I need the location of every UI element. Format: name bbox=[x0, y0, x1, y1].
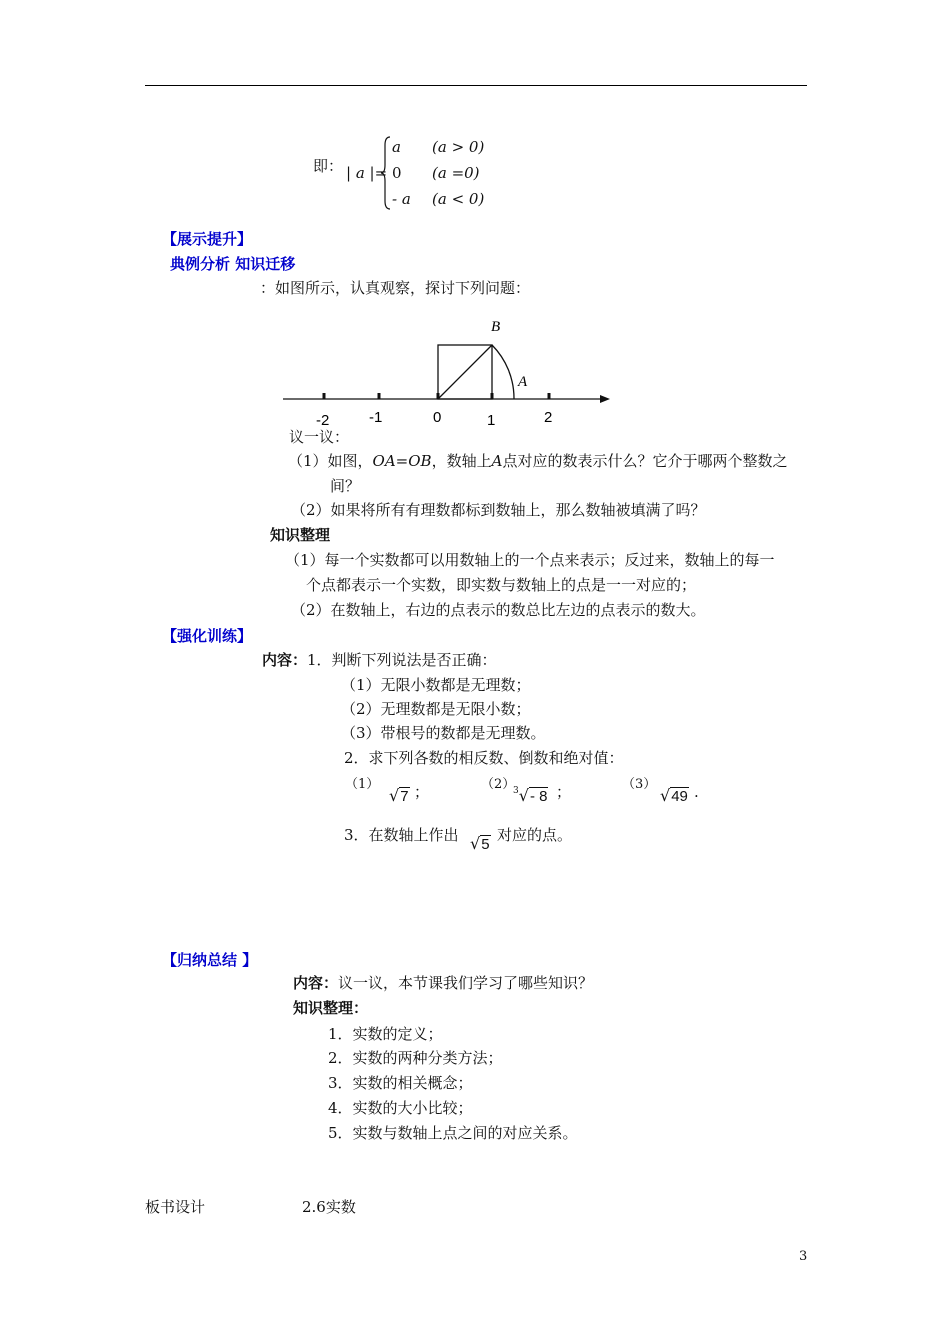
case-condition-3: (a < 0) bbox=[432, 190, 485, 208]
case-value-2: 0 bbox=[392, 164, 402, 182]
board-title: 2.6实数 bbox=[302, 1198, 356, 1216]
case-value-3: - a bbox=[392, 190, 411, 208]
tick-label: 2 bbox=[544, 409, 553, 426]
ex3-label: （3） bbox=[622, 777, 657, 792]
summary-content-label: 内容： bbox=[293, 974, 339, 992]
q1-suffix: 点对应的数表示什么？它介于哪两个整数之 bbox=[502, 452, 788, 470]
discussion-title: 议一议： bbox=[289, 428, 350, 446]
train-item3-post: 对应的点。 bbox=[497, 826, 573, 844]
sqrt-icon: √ bbox=[470, 834, 481, 853]
discussion-q2: （2）如果将所有有理数都标到数轴上，那么数轴被填满了吗？ bbox=[291, 501, 706, 519]
diagonal-OB bbox=[438, 345, 492, 399]
ex3-radical bbox=[660, 786, 689, 805]
discussion-q1-line2: 间？ bbox=[330, 477, 361, 495]
ex2-root-index: 3 bbox=[513, 785, 519, 796]
item3-radical bbox=[470, 834, 491, 853]
train-sub3: （3）带根号的数都是无理数。 bbox=[341, 724, 546, 742]
item3-radicand: 5 bbox=[481, 836, 490, 853]
section-subheading-show: 典例分析 知识迁移 bbox=[170, 255, 296, 273]
train-item3-pre: 3．在数轴上作出 bbox=[344, 826, 459, 844]
section-heading-summary: 【归纳总结 】 bbox=[162, 951, 258, 969]
formula-brace bbox=[380, 135, 392, 211]
train-item2: 2．求下列各数的相反数、倒数和绝对值： bbox=[344, 749, 624, 767]
knowledge-title: 知识整理 bbox=[270, 526, 331, 544]
header-rule bbox=[145, 85, 807, 86]
section-heading-show: 【展示提升】 bbox=[162, 230, 253, 248]
ex3-sep: . bbox=[694, 783, 699, 801]
summary-item: 2．实数的两种分类方法； bbox=[328, 1049, 503, 1067]
number-line-figure bbox=[278, 312, 618, 430]
ex1-sep: ； bbox=[414, 783, 430, 801]
ex1-radicand: 7 bbox=[400, 788, 409, 805]
discussion-q1-line1 bbox=[288, 451, 787, 471]
formula-lhs: | a |= bbox=[346, 164, 388, 182]
ex2-radical bbox=[513, 786, 548, 805]
summary-content-text: 议一议，本节课我们学习了哪些知识？ bbox=[338, 974, 594, 992]
sqrt-icon: √ bbox=[518, 786, 529, 805]
tick-label: 1 bbox=[487, 412, 496, 429]
summary-item: 4．实数的大小比较； bbox=[328, 1099, 473, 1117]
ex2-sep: ； bbox=[556, 783, 572, 801]
q1-equation: OA=OB bbox=[372, 452, 432, 470]
sqrt-icon: √ bbox=[660, 786, 671, 805]
train-item1-text: 1．判断下列说法是否正确： bbox=[307, 651, 497, 669]
axis-arrow-icon bbox=[600, 395, 610, 403]
label-A: A bbox=[518, 374, 528, 390]
case-value-1: a bbox=[392, 138, 401, 156]
knowledge-p2: （2）在数轴上，右边的点表示的数总比左边的点表示的数大。 bbox=[291, 601, 706, 619]
train-sub1: （1）无限小数都是无理数； bbox=[341, 676, 531, 694]
knowledge-p1-line2: 个点都表示一个实数，即实数与数轴上的点是一一对应的； bbox=[306, 576, 697, 594]
q1-point-A: A bbox=[491, 452, 503, 470]
sqrt-icon: √ bbox=[389, 786, 400, 805]
case-condition-1: (a > 0) bbox=[432, 138, 485, 156]
tick-label: -2 bbox=[316, 412, 330, 429]
q1-mid: ，数轴上 bbox=[431, 452, 492, 470]
ex2-label: （2） bbox=[481, 777, 516, 792]
arc-BA bbox=[492, 345, 514, 399]
label-B: B bbox=[491, 319, 501, 335]
ex1-label: （1） bbox=[345, 777, 380, 792]
summary-item: 1．实数的定义； bbox=[328, 1025, 443, 1043]
knowledge-p1-line1: （1）每一个实数都可以用数轴上的一个点来表示；反过来，数轴上的每一 bbox=[285, 551, 775, 569]
train-sub2: （2）无理数都是无限小数； bbox=[341, 700, 531, 718]
show-prompt: ：如图所示，认真观察，探讨下列问题： bbox=[260, 279, 531, 297]
ex1-radical bbox=[389, 786, 410, 805]
tick-label: 0 bbox=[433, 409, 442, 426]
case-condition-2: (a =0) bbox=[432, 164, 480, 182]
summary-item: 5．实数与数轴上点之间的对应关系。 bbox=[328, 1124, 578, 1142]
train-content-label: 内容： bbox=[262, 651, 308, 669]
tick-label: -1 bbox=[369, 409, 383, 426]
ex2-radicand: - 8 bbox=[529, 788, 548, 805]
summary-item: 3．实数的相关概念； bbox=[328, 1074, 473, 1092]
summary-content bbox=[293, 973, 593, 993]
page-number: 3 bbox=[799, 1249, 808, 1264]
q1-prefix: （1）如图， bbox=[288, 452, 373, 470]
summary-knowledge-title: 知识整理： bbox=[293, 999, 369, 1017]
board-label: 板书设计 bbox=[145, 1198, 206, 1216]
section-heading-train: 【强化训练】 bbox=[162, 627, 253, 645]
ex3-radicand: 49 bbox=[671, 788, 688, 805]
formula-prefix: 即： bbox=[313, 157, 344, 175]
train-item1 bbox=[262, 650, 497, 670]
